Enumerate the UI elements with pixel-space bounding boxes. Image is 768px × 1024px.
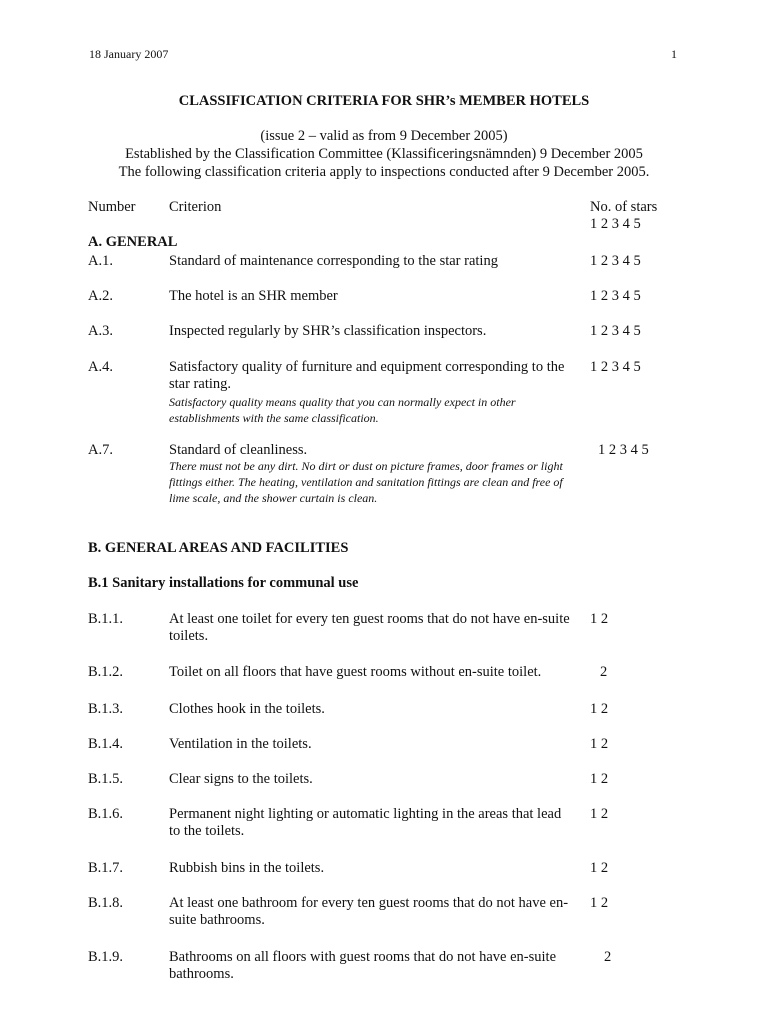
row-number: A.4.: [88, 359, 113, 375]
row-stars: 1 2: [590, 860, 609, 876]
row-stars: 1 2 3 4 5: [590, 288, 641, 304]
row-criterion: Standard of cleanliness.: [169, 442, 308, 458]
row-number: A.7.: [88, 442, 113, 458]
row-number: B.1.6.: [88, 806, 124, 822]
established-line: Established by the Classification Committee (Klassificeringsnämnden) 9 December 2005: [125, 146, 643, 162]
column-header-criterion: Criterion: [169, 199, 222, 215]
row-number: B.1.1.: [88, 611, 124, 627]
row-stars: 1 2: [590, 895, 609, 911]
row-stars: 1 2 3 4 5: [590, 359, 641, 375]
row-stars: 1 2 3 4 5: [590, 253, 641, 269]
row-stars: 1 2: [590, 701, 609, 717]
row-criterion: Clothes hook in the toilets.: [169, 701, 325, 717]
section-a-heading: A. GENERAL: [88, 234, 178, 250]
row-note: There must not be any dirt. No dirt or dust on picture frames, door frames or light fittings either. The heating, ventilation and sanitation fittings are clean and free of lime scale, and the shower curtain is clean.: [169, 459, 563, 505]
row-criterion: Bathrooms on all floors with guest rooms that do not have en-suite bathrooms.: [169, 949, 557, 982]
section-b1-subheading: B.1 Sanitary installations for communal use: [88, 575, 359, 591]
row-criterion: At least one bathroom for every ten guest rooms that do not have en-suite bathrooms.: [169, 895, 569, 928]
row-criterion: At least one toilet for every ten guest rooms that do not have en-suite toilets.: [169, 611, 570, 644]
row-criterion: Rubbish bins in the toilets.: [169, 860, 325, 876]
column-header-stars-scale: 1 2 3 4 5: [590, 216, 641, 232]
row-stars: 1 2: [590, 806, 609, 822]
row-number: A.1.: [88, 253, 113, 269]
row-stars: 1 2: [590, 611, 609, 627]
row-stars: 2: [604, 949, 612, 965]
document-date: 18 January 2007: [89, 47, 169, 61]
row-stars: 2: [600, 664, 608, 680]
row-criterion: Standard of maintenance corresponding to the star rating: [169, 253, 498, 269]
column-header-number: Number: [88, 199, 136, 215]
row-number: A.2.: [88, 288, 113, 304]
row-criterion: Permanent night lighting or automatic lighting in the areas that lead to the toilets.: [169, 806, 562, 839]
row-number: A.3.: [88, 323, 113, 339]
row-criterion: Satisfactory quality of furniture and equipment corresponding to the star rating.: [169, 359, 565, 392]
row-number: B.1.8.: [88, 895, 124, 911]
row-number: B.1.7.: [88, 860, 124, 876]
row-note: Satisfactory quality means quality that you can normally expect in other establishments with the same classification.: [169, 395, 516, 425]
row-criterion: Clear signs to the toilets.: [169, 771, 313, 787]
column-header-stars: No. of stars: [590, 199, 658, 215]
row-stars: 1 2: [590, 736, 609, 752]
row-number: B.1.3.: [88, 701, 124, 717]
row-stars: 1 2 3 4 5: [598, 442, 649, 458]
row-criterion: Toilet on all floors that have guest rooms without en-suite toilet.: [169, 664, 542, 680]
row-criterion: The hotel is an SHR member: [169, 288, 338, 304]
row-number: B.1.4.: [88, 736, 124, 752]
row-number: B.1.9.: [88, 949, 124, 965]
section-b-heading: B. GENERAL AREAS AND FACILITIES: [88, 540, 349, 556]
row-number: B.1.5.: [88, 771, 124, 787]
row-criterion: Inspected regularly by SHR’s classification inspectors.: [169, 323, 487, 339]
row-criterion: Ventilation in the toilets.: [169, 736, 312, 752]
applies-line: The following classification criteria apply to inspections conducted after 9 December 2005.: [118, 164, 650, 180]
issue-line: (issue 2 – valid as from 9 December 2005): [260, 128, 508, 144]
document-title: CLASSIFICATION CRITERIA FOR SHR’s MEMBER HOTELS: [178, 93, 590, 109]
row-stars: 1 2: [590, 771, 609, 787]
row-stars: 1 2 3 4 5: [590, 323, 641, 339]
row-number: B.1.2.: [88, 664, 124, 680]
page-number: 1: [671, 47, 677, 61]
